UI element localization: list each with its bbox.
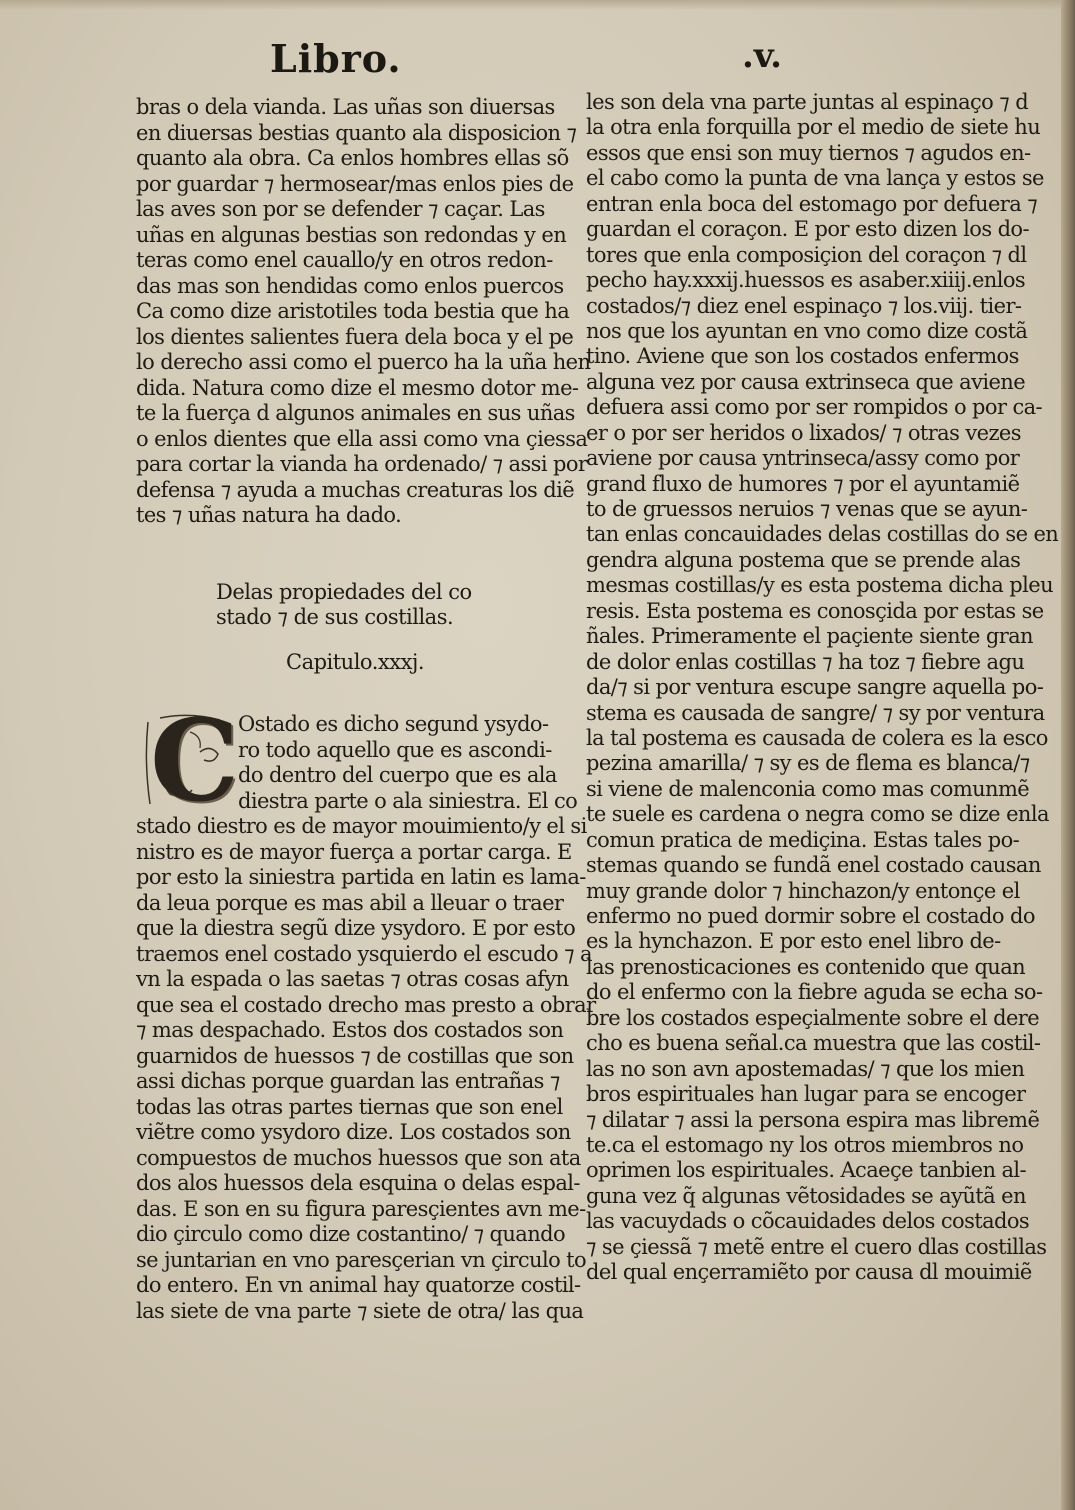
text-line: aviene por causa yntrinseca/assy como por (586, 446, 1020, 471)
left-column-body (136, 712, 596, 1324)
text-line: stema es causada de sangre/ ⁊ sy por ventura (586, 700, 1045, 725)
running-head-folio: .v. (742, 36, 783, 76)
text-line: ro todo aquello que es ascondi- (238, 737, 552, 762)
text-line: Ca como dize aristotiles toda bestia que ha (136, 299, 570, 323)
text-line: guardan el coraçon. E por esto dizen los do- (586, 217, 1029, 242)
text-line: ⁊ dilatar ⁊ assi la persona espira mas libremẽ (586, 1107, 1040, 1132)
text-line: diestra parte o ala siniestra. El co (238, 788, 578, 813)
running-head-left: Libro. (270, 36, 402, 81)
text-line: cho es buena señal.ca muestra que las costil- (586, 1031, 1041, 1056)
text-line: en diuersas bestias quanto ala disposicion ⁊ (136, 120, 577, 145)
text-line: la tal postema es causada de colera es la esco (586, 725, 1048, 750)
text-line: que sea el costado drecho mas presto a obrar (136, 992, 596, 1017)
text-line: da/⁊ si por ventura escupe sangre aquella po- (586, 675, 1044, 700)
text-line: las no son avn apostemadas/ ⁊ que los mien (586, 1056, 1025, 1081)
text-line: es la hynchazon. E por esto enel libro de- (586, 929, 1001, 954)
text-line: por guardar ⁊ hermosear/mas enlos pies de (136, 171, 574, 196)
text-line: tan enlas concauidades delas costillas do se en (586, 522, 1059, 547)
text-line: uñas en algunas bestias son redondas y en (136, 222, 567, 247)
text-line: ⁊ mas despachado. Estos dos costados son (136, 1018, 564, 1042)
text-line: tes ⁊ uñas natura ha dado. (136, 503, 402, 527)
text-line: enfermo no pued dormir sobre el costado do (586, 904, 1035, 928)
text-line: er o por ser heridos o lixados/ ⁊ otras vezes (586, 420, 1021, 445)
text-line: tino. Aviene que son los costados enfermos (586, 344, 1019, 369)
text-line: entran enla boca del estomago por defuera ⁊ (586, 191, 1038, 216)
text-line: teras como enel cauallo/y en otros redon- (136, 248, 553, 272)
text-line: to de gruessos neruios ⁊ venas que se ayun- (586, 497, 1028, 521)
text-line: todas las otras partes tiernas que son enel (136, 1094, 563, 1119)
left-column-top (136, 95, 591, 529)
text-line: de dolor enlas costillas ⁊ ha toz ⁊ fiebre agu (586, 649, 1025, 674)
text-line: ñales. Primeramente el paçiente siente gran (586, 624, 1033, 649)
text-line: las siete de vna parte ⁊ siete de otra/ las qua (136, 1298, 584, 1323)
chapter-title-line-2: stado ⁊ de sus costillas. (216, 605, 454, 629)
text-line: muy grande dolor ⁊ hinchazon/y entonçe el (586, 878, 1020, 903)
text-line: del qual ençerramiẽto por causa dl mouimiẽ (586, 1260, 1032, 1285)
chapter-heading-block (136, 580, 536, 674)
text-line: si viene de malenconia como mas comunmẽ (586, 776, 1030, 801)
text-line: dio çirculo como dize costantino/ ⁊ quando (136, 1222, 566, 1246)
text-line: viẽtre como ysydoro dize. Los costados son (136, 1120, 571, 1144)
text-line: costados/⁊ diez enel espinaço ⁊ los.viij. tier- (586, 293, 1022, 318)
text-line: stado diestro es de mayor mouimiento/y el si (136, 814, 587, 838)
text-line: se juntarian en vno paresçerian vn çirculo to (136, 1247, 587, 1272)
text-line: das. E son en su figura paresçientes avn me- (136, 1196, 586, 1221)
text-line: la otra enla forquilla por el medio de siete hu (586, 115, 1041, 140)
text-line: te la fuerça d algunos animales en sus uñas (136, 401, 575, 425)
text-line: nistro es de mayor fuerça a portar carga. E (136, 839, 572, 864)
text-line: vn la espada o las saetas ⁊ otras cosas afyn (136, 967, 569, 991)
text-line: por esto la siniestra partida en latin es lama- (136, 865, 586, 889)
text-line: das mas son hendidas como enlos puercos (136, 273, 564, 298)
text-line: guarnidos de huessos ⁊ de costillas que son (136, 1043, 574, 1068)
right-column (586, 90, 1059, 1286)
text-line: bros espirituales han lugar para se encoger (586, 1082, 1026, 1107)
text-line: oprimen los espirituales. Acaeçe tanbien al- (586, 1158, 1027, 1183)
page-top-shadow (0, 0, 1075, 10)
text-line: para cortar la vianda ha ordenado/ ⁊ assi por (136, 452, 588, 476)
text-line: assi dichas porque guardan las entrañas ⁊ (136, 1069, 560, 1093)
text-line: les son dela vna parte juntas al espinaço ⁊ d (586, 90, 1029, 114)
text-line: ⁊ se çiessã ⁊ metẽ entre el cuero dlas costillas (586, 1234, 1047, 1259)
text-line: grand fluxo de humores ⁊ por el ayuntamiẽ (586, 471, 1020, 496)
text-line: tores que enla composiçion del coraçon ⁊ dl (586, 242, 1027, 267)
text-line: que la diestra segũ dize ysydoro. E por esto (136, 916, 576, 940)
text-line: defensa ⁊ ayuda a muchas creaturas los diẽ (136, 477, 575, 502)
text-line: gendra alguna postema que se prende alas (586, 547, 1021, 572)
text-line: o enlos dientes que ella assi como vna çiessa (136, 426, 588, 451)
text-line: pecho hay.xxxij.huessos es asaber.xiiij.enlos (586, 268, 1026, 293)
text-line: el cabo como la punta de vna lança y estos se (586, 166, 1044, 191)
text-line: las aves son por se defender ⁊ caçar. Las (136, 197, 545, 221)
text-line: pezina amarilla/ ⁊ sy es de flema es blanca/⁊ (586, 751, 1030, 776)
text-line: traemos enel costado ysquierdo el escudo ⁊ a (136, 941, 592, 966)
chapter-title-line-1: Delas propiedades del co (216, 580, 472, 604)
text-line: comun pratica de mediçina. Estas tales po- (586, 827, 1020, 852)
text-line: stemas quando se fundã enel costado causan (586, 853, 1041, 878)
text-line: te.ca el estomago ny los otros miembros no (586, 1132, 1024, 1157)
text-line: resis. Esta postema es conosçida por estas se (586, 598, 1044, 623)
text-line: las prenosticaciones es contenido que quan (586, 954, 1026, 979)
text-line: do dentro del cuerpo que es ala (238, 763, 557, 787)
text-line: lo derecho assi como el puerco ha la uña hen (136, 350, 591, 374)
text-line: guna vez q̃ algunas vẽtosidades se ayũtã en (586, 1183, 1026, 1208)
initial-letter: C (150, 696, 240, 827)
text-line: nos que los ayuntan en vno como dize costã (586, 318, 1028, 343)
text-line: do entero. En vn animal hay quatorze costil- (136, 1273, 581, 1297)
text-line: mesmas costillas/y es esta postema dicha pleu (586, 573, 1053, 598)
chapter-number: Capitulo.xxxj. (286, 650, 425, 674)
text-line: las vacuydads o cõcauidades delos costados (586, 1209, 1030, 1234)
text-line: dida. Natura como dize el mesmo dotor me- (136, 375, 579, 400)
text-line: te suele es cardena o negra como se dize enla (586, 802, 1049, 827)
text-line: Ostado es dicho segund ysydo- (238, 712, 549, 736)
running-head (0, 28, 1075, 88)
text-line: compuestos de muchos huessos que son ata (136, 1145, 581, 1170)
text-line: alguna vez por causa extrinseca que aviene (586, 369, 1026, 394)
text-line: do el enfermo con la fiebre aguda se echa so- (586, 980, 1043, 1005)
text-line: defuera assi como por ser rompidos o por ca- (586, 395, 1043, 420)
page-edge (1061, 0, 1075, 1510)
text-line: dos alos huessos dela esquina o delas espal- (136, 1171, 580, 1195)
text-line: los dientes salientes fuera dela boca y el pe (136, 324, 574, 349)
text-line: bre los costados espeçialmente sobre el dere (586, 1005, 1040, 1030)
text-line: bras o dela vianda. Las uñas son diuersas (136, 95, 555, 119)
text-line: essos que ensi son muy tiernos ⁊ agudos en- (586, 140, 1031, 165)
text-line: da leua porque es mas abil a lleuar o traer (136, 890, 564, 915)
text-line: quanto ala obra. Ca enlos hombres ellas sõ (136, 146, 569, 170)
